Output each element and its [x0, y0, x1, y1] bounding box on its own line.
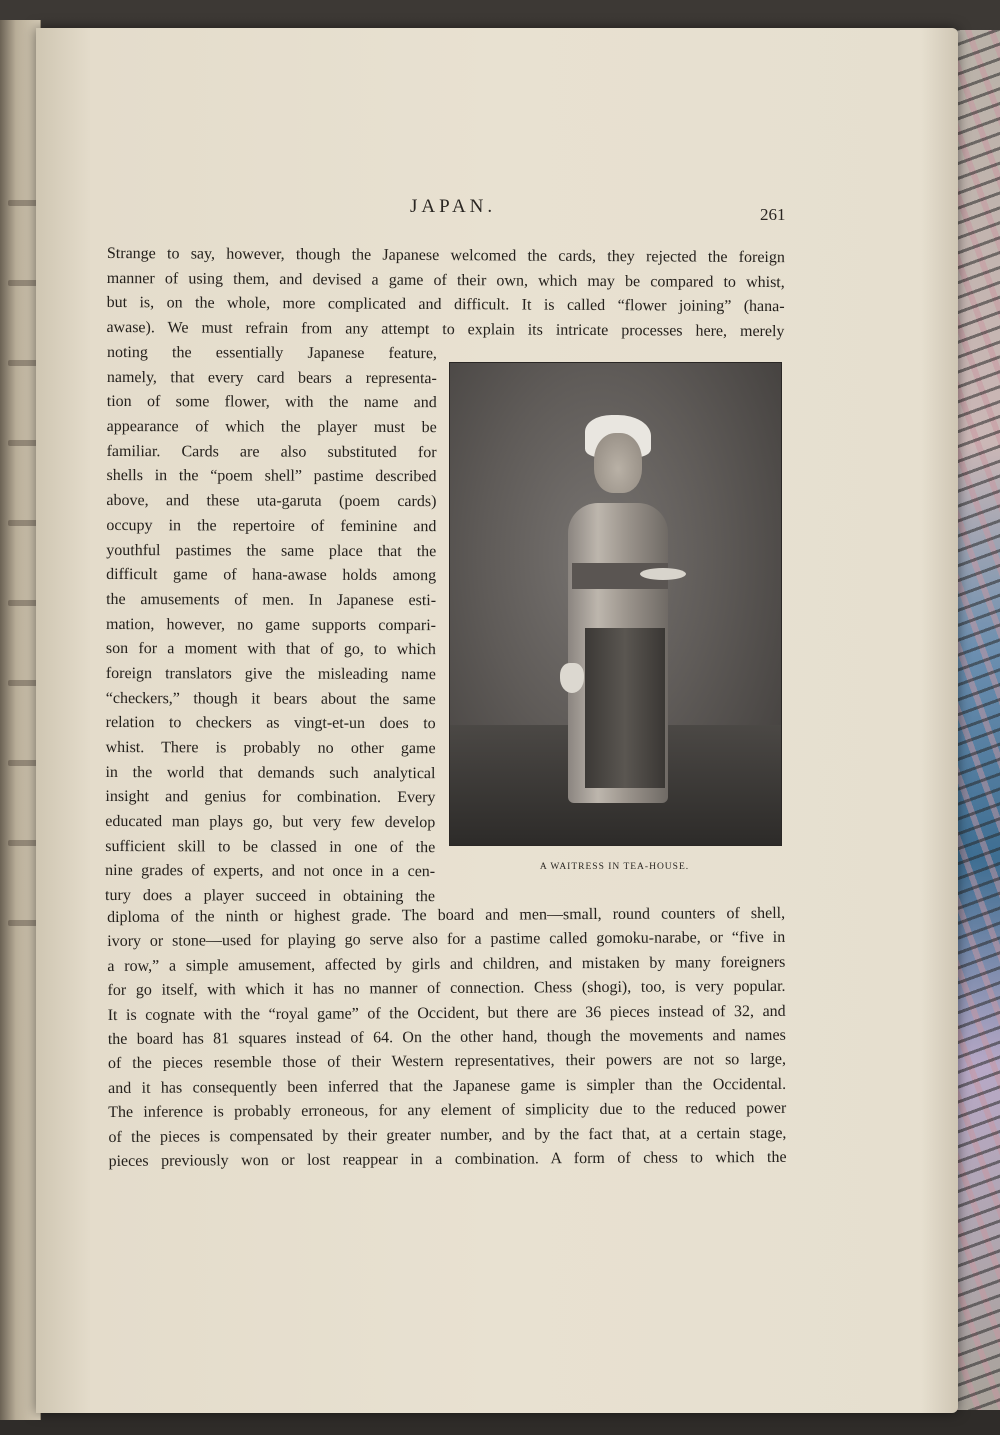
- text-line: Strange to say, however, though the Japanese welcomed the cards, they rejected the foreign: [106, 244, 785, 267]
- text-line: ivory or stone—used for playing go serve also for a pastime called gomoku-narabe, or “five in: [107, 929, 786, 951]
- text-line: but is, on the whole, more complicated and difficult. It is called “flower joining” (hana-: [106, 293, 785, 316]
- text-line: occupy in the repertoire of feminine and: [106, 516, 437, 535]
- text-line: son for a moment with that of go, to which: [105, 640, 436, 659]
- text-line: sufficient skill to be classed in one of the: [105, 837, 436, 856]
- text-line: youthful pastimes the same place that the: [106, 541, 437, 560]
- text-line: foreign translators give the misleading name: [105, 664, 436, 684]
- text-line: insight and genius for combination. Every: [105, 788, 436, 807]
- text-line: the board has 81 squares instead of 64. On the other hand, though the movements and names: [107, 1026, 786, 1048]
- text-line: of the pieces is compensated by their greater number, and by the fact that, at a certain stage,: [108, 1124, 787, 1146]
- text-line: awase). We must refrain from any attempt to explain its intricate processes here, merely: [106, 318, 785, 340]
- text-line: It is cognate with the “royal game” of the Occident, but there are 36 pieces instead of 32, and: [107, 1002, 786, 1024]
- bottom-paragraph: [107, 902, 787, 1174]
- text-line: a row,” a simple amusement, affected by girls and children, and mistaken by many foreigners: [107, 953, 786, 975]
- text-line: shells in the “poem shell” pastime described: [106, 467, 437, 486]
- text-line: of the pieces resemble those of their Western representatives, their powers are not so large,: [107, 1051, 787, 1073]
- text-line: tion of some flower, with the name and: [106, 393, 437, 412]
- page-number: 261: [760, 205, 786, 224]
- text-line: manner of using them, and devised a game of their own, which may be compared to whist,: [106, 269, 785, 291]
- running-title: JAPAN.: [410, 196, 497, 217]
- text-line: for go itself, with which it has no manner of connection. Chess (shogi), too, is very popular.: [107, 978, 786, 1000]
- text-line: and it has consequently been inferred that the Japanese game is simpler than the Occidental.: [108, 1075, 787, 1097]
- text-line: tury does a player succeed in obtaining the: [105, 887, 436, 906]
- text-line: difficult game of hana-awase holds among: [106, 566, 437, 585]
- text-line: the amusements of men. In Japanese esti-: [106, 590, 437, 610]
- text-line: appearance of which the player must be: [106, 418, 437, 437]
- text-line: nine grades of experts, and not once in a cen-: [105, 862, 436, 881]
- top-paragraph: [106, 242, 785, 344]
- left-column-text: [105, 341, 437, 910]
- text-line: mation, however, no game supports compari-: [105, 615, 437, 634]
- text-line: above, and these uta-garuta (poem cards): [106, 492, 437, 511]
- figure-caption: A WAITRESS IN TEA-HOUSE.: [539, 862, 690, 872]
- text-line: namely, that every card bears a representa-: [106, 368, 437, 387]
- text-line: in the world that demands such analytical: [105, 763, 436, 782]
- waitress-photograph: [449, 362, 782, 846]
- text-line: educated man plays go, but very few develop: [105, 813, 436, 832]
- text-line: pieces previously won or lost reappear in a combination. A form of chess to which the: [108, 1148, 787, 1170]
- text-line: “checkers,” though it bears about the same: [105, 689, 436, 708]
- text-line: relation to checkers as vingt-et-un does to: [105, 714, 436, 733]
- text-line: familiar. Cards are also substituted for: [106, 442, 437, 461]
- text-line: The inference is probably erroneous, for any element of simplicity due to the reduced power: [108, 1099, 787, 1122]
- left-page-edge: [0, 20, 41, 1420]
- text-line: diploma of the ninth or highest grade. The board and men—small, round counters of shell,: [107, 904, 786, 926]
- text-line: noting the essentially Japanese feature,: [106, 343, 437, 363]
- decorative-cover-edge: [952, 30, 1000, 1410]
- text-line: whist. There is probably no other game: [105, 738, 436, 758]
